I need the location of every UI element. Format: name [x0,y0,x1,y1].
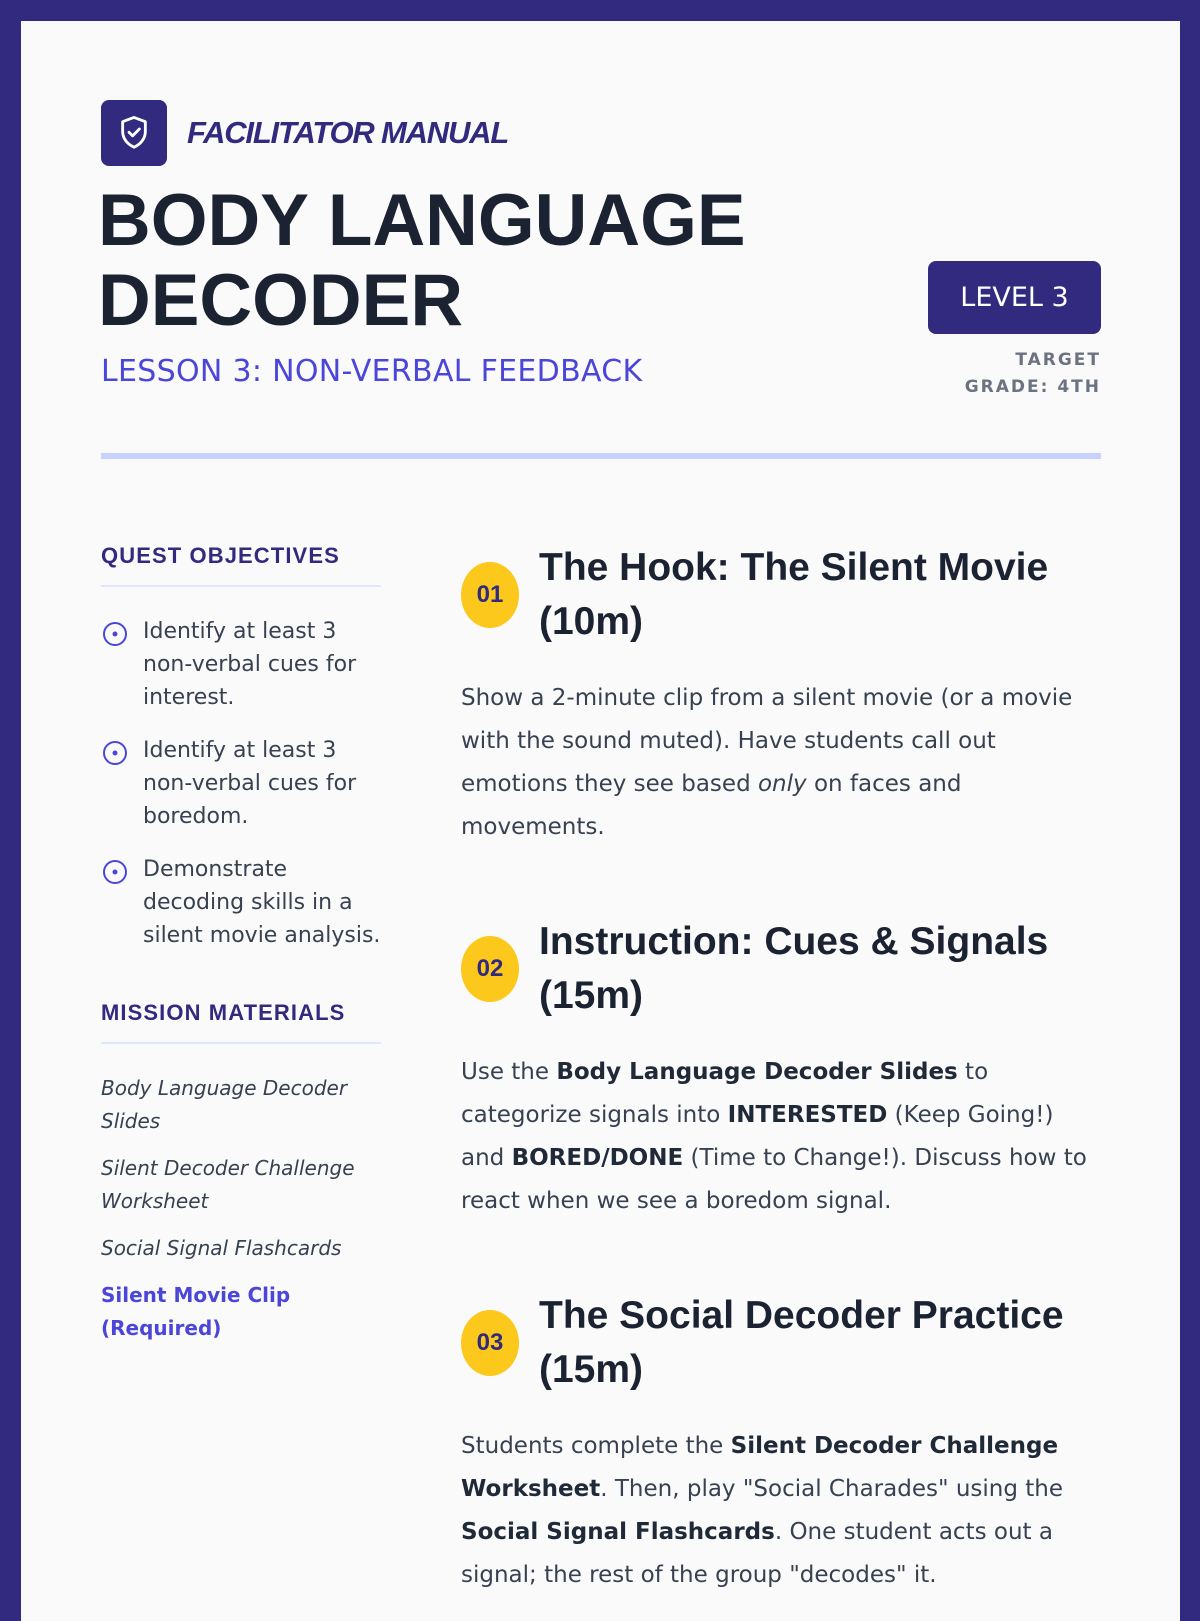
material-item-required: Silent Movie Clip (Required) [101,1283,291,1340]
title-line-1: BODY LANGUAGE [98,180,746,261]
step-bold: Social Signal Flashcards [461,1519,775,1545]
step-bold: Silent Decoder Challenge Worksheet [461,1433,1059,1502]
sidebar [101,543,381,1359]
step-title: The Hook: The Silent Movie (10m) [539,546,1049,643]
step-text: Students complete the [461,1433,731,1459]
objectives-heading: QUEST OBJECTIVES [101,543,381,587]
objective-text: Identify at least 3 non-verbal cues for interest. [143,619,357,710]
title-line-2: DECODER [98,260,464,341]
step-title: The Social Decoder Practice (15m) [539,1294,1064,1391]
material-item: Social Signal Flashcards [101,1236,342,1260]
step-text: . One student acts out a signal; the rest of the group "decodes" it. [461,1519,1053,1588]
step-3 [461,1289,1101,1597]
objectives-list [101,615,381,952]
page-title [98,181,878,341]
step-header [461,1289,1101,1397]
brand-label: FACILITATOR MANUAL [187,115,509,150]
step-number-badge: 01 [461,562,519,628]
step-text: to categorize signals into [461,1059,989,1128]
brand-badge [101,100,167,166]
step-header [461,541,1101,649]
grade-label: GRADE: 4TH [964,377,1101,397]
target-bullet-icon [101,858,129,886]
materials-list [101,1072,381,1345]
step-text: (Time to Change!). Discuss how to react when we see a boredom signal. [461,1145,1087,1214]
step-text: . Then, play "Social Charades" using the [600,1476,1064,1502]
step-bold: Body Language Decoder Slides [556,1059,958,1085]
target-grade [901,347,1101,401]
step-title: Instruction: Cues & Signals (15m) [539,920,1049,1017]
step-text: (Keep Going!) and [461,1102,1054,1171]
objective-item [101,853,381,952]
header-divider [101,453,1101,459]
material-item: Body Language Decoder Slides [101,1076,348,1133]
step-emphasis: only [757,771,807,797]
step-text: Use the [461,1059,557,1085]
lesson-subtitle: LESSON 3: NON-VERBAL FEEDBACK [101,354,643,389]
manual-page [21,21,1180,1621]
objective-text: Demonstrate decoding skills in a silent movie analysis. [143,857,381,948]
step-bold: BORED/DONE [511,1145,684,1171]
level-badge: LEVEL 3 [928,261,1101,334]
target-bullet-icon [101,620,129,648]
shield-check-icon [117,114,151,152]
material-item: Silent Decoder Challenge Worksheet [101,1156,355,1213]
objective-item [101,615,381,714]
step-description [461,1051,1101,1223]
materials-heading: MISSION MATERIALS [101,1000,381,1044]
lesson-steps [461,541,1101,1597]
step-text: on faces and movements. [461,771,962,840]
target-bullet-icon [101,739,129,767]
step-number-badge: 03 [461,1310,519,1376]
step-text: Show a 2-minute clip from a silent movie (or a movie with the sound muted). Have students call out emotions they see based [461,685,1073,797]
brand-row [101,100,508,166]
objective-text: Identify at least 3 non-verbal cues for boredom. [143,738,357,829]
step-2 [461,915,1101,1289]
step-bold: INTERESTED [727,1102,888,1128]
step-header [461,915,1101,1023]
target-label: TARGET [1015,350,1101,370]
step-description [461,677,1101,849]
step-number-badge: 02 [461,936,519,1002]
objective-item [101,734,381,833]
step-description [461,1425,1101,1597]
step-1 [461,541,1101,915]
